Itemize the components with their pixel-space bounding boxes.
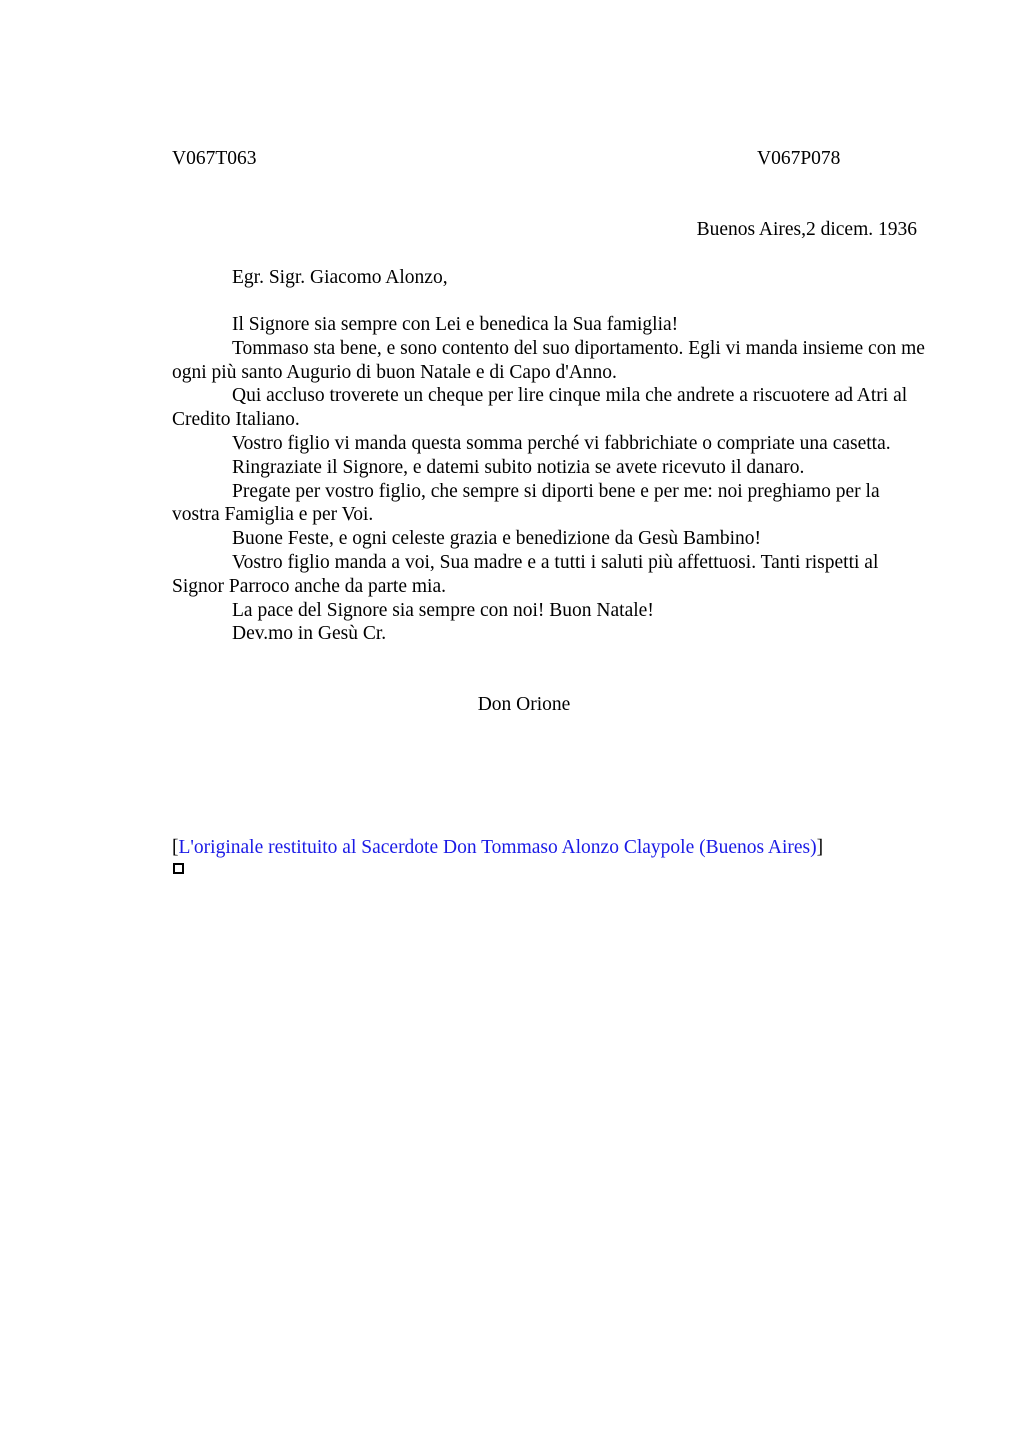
letter-paragraph: Buone Feste, e ogni celeste grazia e benedizione da Gesù Bambino! [232,528,762,550]
footnote [172,838,823,858]
missing-glyph-icon [173,863,184,874]
document-code-left: V067T063 [172,148,257,169]
letter-salutation: Egr. Sigr. Giacomo Alonzo, [232,267,448,288]
letter-paragraph: Pregate per vostro figlio, che sempre si diporti bene e per me: noi preghiamo per la vostra Famiglia e per Voi. [172,480,880,526]
letter-paragraph: Tommaso sta bene, e sono contento del suo diportamento. Egli vi manda insieme con me ogni più santo Augurio di buon Natale e di Capo d'Anno. [172,337,925,383]
letter-paragraph: Dev.mo in Gesù Cr. [232,623,387,645]
footnote-open-bracket: [ [172,837,179,858]
letter-paragraph: Ringraziate il Signore, e datemi subito notizia se avete ricevuto il danaro. [232,456,805,478]
letter-paragraph: Qui accluso troverete un cheque per lire cinque mila che andrete a riscuotere ad Atri al Credito Italiano. [172,385,908,431]
footnote-link[interactable]: L'originale restituito al Sacerdote Don Tommaso Alonzo Claypole (Buenos Aires) [178,837,817,858]
letter-paragraph: La pace del Signore sia sempre con noi! Buon Natale! [232,599,654,621]
letter-body [172,313,932,646]
footnote-close-bracket: ] [816,837,824,858]
document-code-right: V067P078 [757,148,841,169]
letter-signature: Don Orione [477,694,571,715]
letter-paragraph: Vostro figlio manda a voi, Sua madre e a tutti i saluti più affettuosi. Tanti rispetti al Signor Parroco anche da parte mia. [172,551,879,597]
letter-paragraph: Vostro figlio vi manda questa somma perché vi fabbrichiate o compriate una casetta. [232,432,891,454]
letter-date: Buenos Aires,2 dicem. 1936 [696,219,917,240]
letter-paragraph: Il Signore sia sempre con Lei e benedica la Sua famiglia! [232,314,679,335]
